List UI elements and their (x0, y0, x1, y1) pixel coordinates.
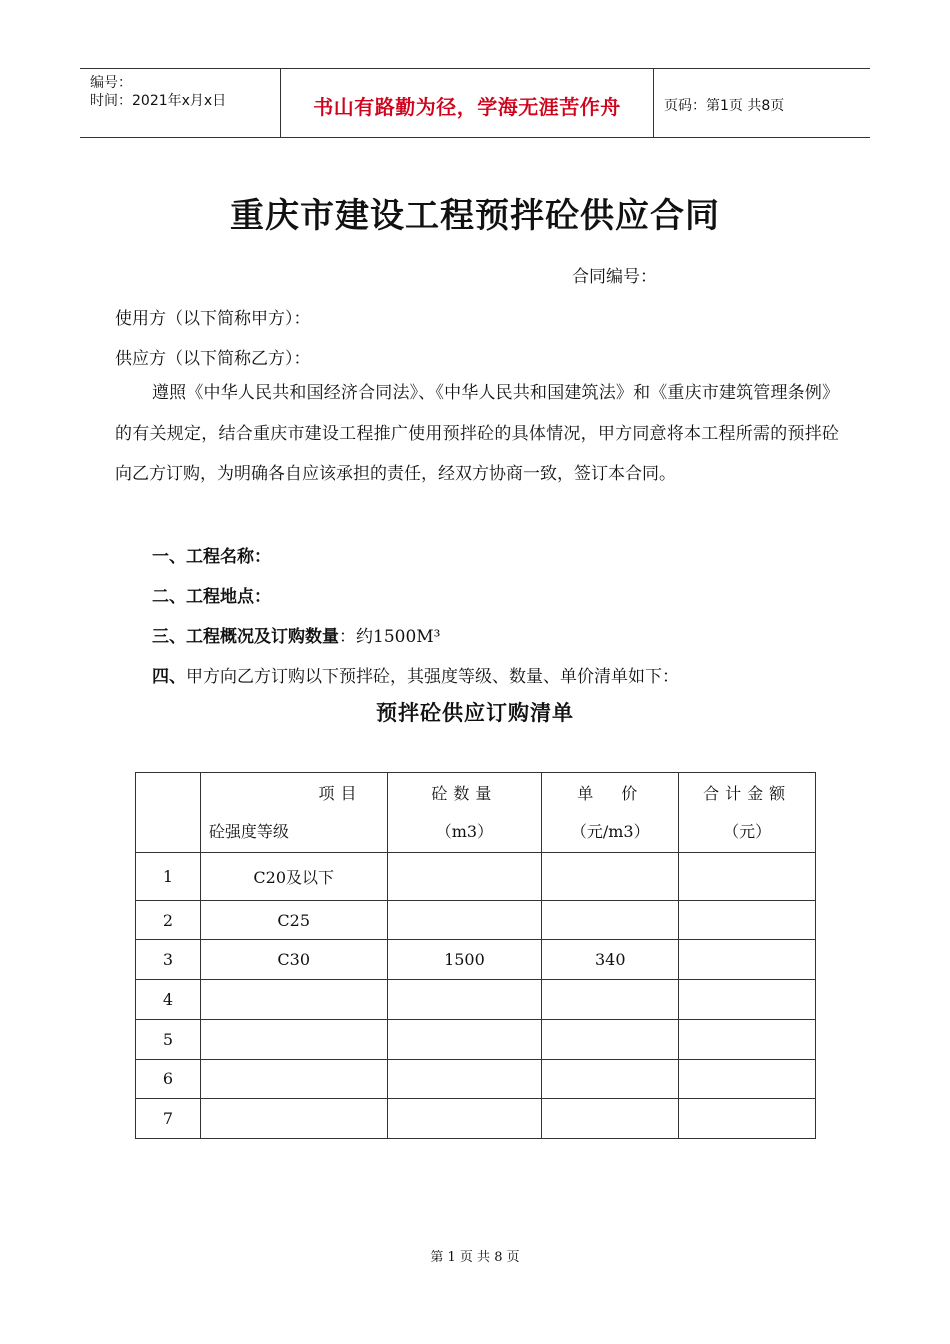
row-quantity (387, 1099, 542, 1139)
section-order-intro (152, 662, 679, 687)
header-quantity-unit: （m3） (435, 821, 494, 841)
row-index: 1 (136, 853, 201, 901)
row-grade (200, 1099, 387, 1139)
header-grade-label: 砼强度等级 (208, 821, 289, 841)
row-price (542, 853, 679, 901)
table-header-row (136, 773, 816, 853)
page-footer: 第 1 页 共 8 页 (430, 1250, 520, 1265)
section-overview-value: ：约1500M³ (339, 627, 441, 647)
table-row (136, 980, 816, 1020)
row-index: 3 (136, 940, 201, 980)
intro-paragraph: 遵照《中华人民共和国经济合同法》、《中华人民共和国建筑法》和《重庆市建筑管理条例》的有关规定，结合重庆市建设工程推广使用预拌砼的具体情况，甲方同意将本工程所需的预拌砼向乙方订购，为明确各自应该承担的责任，经双方协商一致，签订本合同。 (115, 383, 839, 484)
header-item-cell (200, 773, 387, 853)
header-index-cell (136, 773, 201, 853)
row-index: 7 (136, 1099, 201, 1139)
row-quantity (387, 853, 542, 901)
section-project-name: 一、工程名称： (152, 547, 271, 567)
table-row (136, 900, 816, 940)
row-index: 5 (136, 1019, 201, 1059)
document-number-label: 编号： (90, 75, 132, 91)
header-info-cell (80, 69, 281, 137)
row-quantity: 1500 (387, 940, 542, 980)
row-price (542, 1059, 679, 1099)
row-price (542, 1099, 679, 1139)
contract-number-label: 合同编号： (572, 267, 657, 287)
document-time-label: 时间：2021年x月x日 (90, 93, 227, 109)
row-grade (200, 1059, 387, 1099)
row-grade (200, 1019, 387, 1059)
row-index: 6 (136, 1059, 201, 1099)
header-motto: 书山有路勤为径，学海无涯苦作舟 (313, 95, 621, 119)
header-page-cell (654, 69, 870, 137)
section-order-label: 四、 (152, 667, 186, 687)
row-index: 4 (136, 980, 201, 1020)
header-total-label: 合计金额 (703, 783, 792, 803)
row-index: 2 (136, 900, 201, 940)
section-order-text: 甲方向乙方订购以下预拌砼，其强度等级、数量、单价清单如下： (186, 667, 679, 687)
row-price (542, 900, 679, 940)
header-price-label: 单 价 (577, 783, 644, 803)
page-header (80, 68, 870, 138)
row-quantity (387, 1019, 542, 1059)
row-grade: C25 (200, 900, 387, 940)
header-quantity-label: 砼数量 (431, 783, 498, 803)
row-quantity (387, 980, 542, 1020)
row-total (679, 1099, 816, 1139)
row-total (679, 980, 816, 1020)
row-price (542, 1019, 679, 1059)
table-row (136, 1059, 816, 1099)
section-project-location: 二、工程地点： (152, 587, 271, 607)
row-grade: C20及以下 (200, 853, 387, 901)
party-b-label: 供应方（以下简称乙方）： (115, 349, 311, 369)
party-a-label: 使用方（以下简称甲方）： (115, 309, 311, 329)
row-total (679, 1019, 816, 1059)
header-page-label: 页码：第1页 共8页 (664, 98, 785, 114)
row-total (679, 900, 816, 940)
table-row (136, 1099, 816, 1139)
row-total (679, 1059, 816, 1099)
header-quantity-cell (387, 773, 542, 853)
row-grade (200, 980, 387, 1020)
header-price-unit: （元/m3） (570, 821, 650, 841)
row-price (542, 980, 679, 1020)
section-overview-label: 三、工程概况及订购数量 (152, 627, 339, 647)
header-price-cell (542, 773, 679, 853)
row-price: 340 (542, 940, 679, 980)
document-title: 重庆市建设工程预拌砼供应合同 (230, 196, 720, 236)
header-item-label: 项目 (318, 783, 363, 803)
header-total-cell (679, 773, 816, 853)
row-quantity (387, 900, 542, 940)
row-total (679, 853, 816, 901)
header-motto-cell (281, 69, 654, 137)
table-row (136, 853, 816, 901)
table-row (136, 1019, 816, 1059)
header-total-unit: （元） (723, 821, 772, 841)
row-quantity (387, 1059, 542, 1099)
row-grade: C30 (200, 940, 387, 980)
table-row (136, 940, 816, 980)
order-table (135, 772, 816, 1139)
row-total (679, 940, 816, 980)
section-project-overview (152, 622, 441, 647)
table-title: 预拌砼供应订购清单 (376, 700, 574, 725)
